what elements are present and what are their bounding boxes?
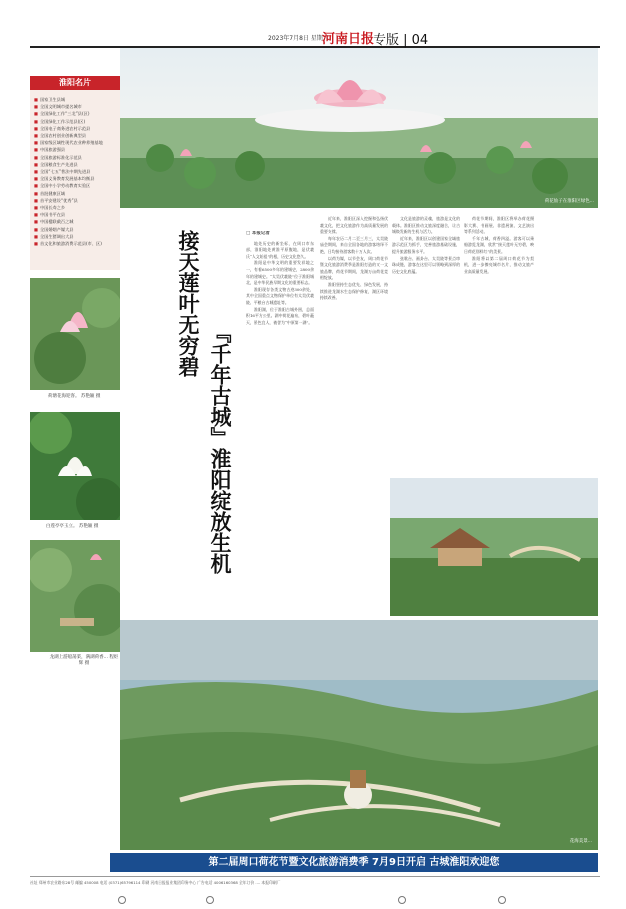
paragraph: 近年来，淮阳区深入挖掘和弘扬伏羲文化，把文化旅游作为高质量发展的重要支撑。 (320, 216, 388, 235)
lotus-pond-illustration (120, 48, 598, 208)
sidebar-item: ■ 国家级区域性现代农业种养殖基地 (34, 139, 116, 146)
paragraph: 淮阳现存各类文物古迹300余处，其中全国重点文物保护单位有太昊伏羲陵、平粮台古城遗址等。 (246, 286, 314, 305)
sidebar-item: ■ 中国长寿之乡 (34, 204, 116, 211)
paragraph: 每年农历二月二至三月三，太昊陵庙会期间，来自全国各地的游客络绎不绝，日均接待游客数十万人次。 (320, 235, 388, 254)
registration-mark-icon (206, 896, 214, 904)
paragraph: 淮阳是中华文明的重要发祥地之一，有着6500多年的建城史，2800余年的建城史。“太昊伏羲陵”位于淮阳城北，是中华民族早期文化的重要标志。 (246, 260, 314, 286)
sidebar-item: ■ 全国义务教育发展基本均衡县 (34, 175, 116, 182)
sidebar-item: ■ 全国绿化工作“三北”县(区) (34, 110, 116, 117)
issue-date: 2023年7月8日 星期六 (268, 35, 329, 42)
sidebar-item: ■ 全国农村创业创新典型县 (34, 132, 116, 139)
side-photo-2 (30, 412, 120, 520)
sidebar-item: ■ 全国旅游标准化示范县 (34, 154, 116, 161)
article-column-4 (464, 216, 534, 476)
newspaper-logo: 河南日报 (322, 32, 375, 47)
sidebar-item: ■ 全国生猪调出大县 (34, 233, 116, 240)
sidebar-item: ■ 全国中小学劳动教育实验区 (34, 182, 116, 189)
registration-mark-icon (498, 896, 506, 904)
top-lotus-photo (120, 48, 598, 208)
sidebar-item: ■ 国家卫生县城 (34, 96, 116, 103)
aerial-lake-photo (120, 620, 598, 850)
article-column-1 (246, 231, 314, 651)
footer-divider (30, 876, 600, 877)
sub-headline: 接天莲叶无穷碧 (176, 230, 201, 377)
article-column-3 (392, 216, 460, 516)
bottom-photo-caption: 花海美景... (569, 839, 592, 844)
lotus-flower-photo (30, 278, 120, 390)
paragraph: 荷花节期间，淮阳区将举办荷花摄影大赛、书画展、非遗展演、文艺演出等系列活动。 (464, 216, 534, 235)
paragraph: 淮阳湖，位于淮阳古城外围，总面积16平方公里。湖中荷花遍布，碧叶蔽天，景色宜人，被誉为“中原第一湖”。 (246, 306, 314, 325)
pavilion-illustration (390, 478, 598, 616)
side-caption-1: 荷塘花海迎客。 苏艳颖 摄 (48, 394, 101, 399)
paragraph: 千年古城，荷香四溢。游客可以乘船游览龙湖，欣赏“接天莲叶无穷碧，映日荷花别样红”的美景。 (464, 235, 534, 254)
registration-mark-icon (118, 896, 126, 904)
main-headline: 『千年古城』淮阳绽放生机 (208, 322, 233, 574)
sidebar-item: ■ 全国婚姻产媒大县 (34, 226, 116, 233)
paragraph: 淮阳将以第二届周口荷花节为契机，进一步擦亮城市名片，推动文旅产业高质量发展。 (464, 255, 534, 274)
paragraph: 以荷为媒，以节会友，周口荷花节暨文化旅游消费季是淮阳打造的又一文旅品牌，荷花节期间，龙湖万亩荷花竞相绽放。 (320, 255, 388, 281)
paragraph: 地处历史的新坐标，在周口市东部，淮阳地处黄淮平原腹地，是伏羲氏“人文始祖”的根，历史文化悠久。 (246, 240, 314, 259)
sidebar-item: ■ 首文化和旅游消费示范县(市、区) (34, 240, 116, 247)
article-column-2 (320, 216, 388, 516)
page-number: 专版 | 04 (373, 33, 429, 48)
sidebar-item: ■ 中国旅游强县 (34, 146, 116, 153)
sidebar-item: ■ 全国粮食生产先进县 (34, 161, 116, 168)
paragraph: 淮阳坚持生态优先、绿色发展，持续推进龙湖水生态保护修复，湖区环境持续改善。 (320, 281, 388, 301)
sidebar-item: ■ 首批健康区域 (34, 190, 116, 197)
top-photo-caption: 荷花仙子在淮阳区绿色... (544, 199, 594, 204)
page-header (30, 28, 600, 48)
event-banner: 第二届周口荷花节暨文化旅游消费季 7月9日开启 古城淮阳欢迎您 (110, 853, 598, 872)
paragraph: 文化是旅游的灵魂，旅游是文化的载体。淮阳区推动文旅深度融合，让古城焕发新的生机与活力。 (392, 216, 460, 235)
side-caption-3: 龙湖上游船荡桨，满湖荷香... 程炬辉 摄 (49, 655, 119, 666)
side-caption-2: 白莲亭亭玉立。 苏艳颖 摄 (46, 524, 99, 529)
sidebar-item: ■ 中国楹联截百之城 (34, 218, 116, 225)
reporter-byline: □ 本报记者 (246, 231, 270, 236)
aerial-lake-illustration (120, 620, 598, 850)
boat-lake-photo (30, 540, 120, 652)
side-photo-3 (30, 540, 120, 652)
paragraph: 近年来，淮阳区以创建国家全域旅游示范区为抓手，完善旅游基础设施，提升旅游服务水平。 (392, 235, 460, 254)
sidebar-item: ■ 中国书平在县 (34, 211, 116, 218)
sidebar-item: ■ 全国电子商务进农村示范县 (34, 125, 116, 132)
sidebar-list (30, 90, 120, 270)
sidebar-item: ■ 全国绿化工作示范县(区) (34, 118, 116, 125)
sidebar-item: ■ 全国“七五”普法中期先进县 (34, 168, 116, 175)
sidebar-item: ■ 首平安建设“优秀”县 (34, 197, 116, 204)
registration-mark-icon (398, 896, 406, 904)
sidebar-title: 淮阳名片 (30, 76, 120, 90)
paragraph: 弦歌台、画卦台、太昊陵等景点串珠成链，游客在这里可以领略到深厚的历史文化底蕴。 (392, 255, 460, 274)
footer-info: 社址 郑州市农业路东28号 邮编 450008 电话 (0371)65796114 印刷 河南日报报业集团印务中心 广告电话 4006160368 全年订价 .... 本报印刷厂 (30, 880, 281, 885)
side-photo-1 (30, 278, 120, 390)
lakeside-pavilion-photo (390, 478, 598, 616)
white-lotus-photo (30, 412, 120, 520)
sidebar-item: ■ 全国文明城市提名城市 (34, 103, 116, 110)
